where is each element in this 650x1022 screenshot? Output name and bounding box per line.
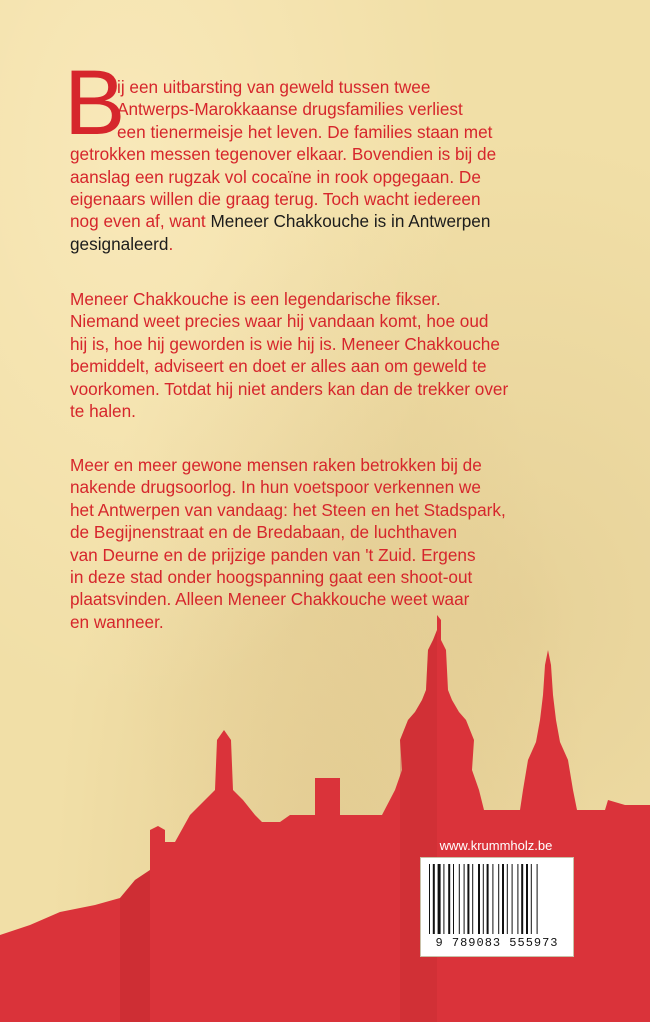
barcode-bar — [487, 864, 489, 934]
line-prefix: nog even af, want — [70, 211, 211, 232]
paragraph-line: te halen. — [70, 401, 136, 422]
line-suffix: . — [168, 233, 174, 254]
barcode-bar — [433, 864, 435, 934]
barcode-bar — [512, 864, 513, 934]
barcode-bar — [483, 864, 484, 934]
paragraph-line: de Begijnenstraat en de Bredabaan, de luchthaven — [70, 522, 458, 543]
paragraph-line — [70, 210, 590, 232]
barcode-bar — [526, 864, 528, 934]
paragraph-intro — [70, 76, 590, 255]
paragraph-setting — [70, 454, 590, 633]
drop-cap-letter: B — [64, 52, 126, 154]
barcode-bar — [438, 864, 441, 934]
barcode-bar — [517, 864, 518, 934]
paragraph-line: Meneer Chakkouche is een legendarische fikser. — [70, 289, 441, 309]
barcode-bar — [448, 864, 450, 934]
isbn-number: 9 789083 555973 — [435, 936, 559, 950]
barcode-bar — [464, 864, 465, 934]
paragraph-character — [70, 288, 590, 422]
isbn-barcode — [420, 857, 574, 957]
barcode-bar — [453, 864, 454, 934]
paragraph-line: ij een uitbarsting van geweld tussen twee — [117, 77, 431, 97]
barcode-bar — [472, 864, 473, 934]
barcode-bar — [502, 864, 504, 934]
paragraph-line: getrokken messen tegenover elkaar. Bovendien is bij de — [70, 144, 497, 165]
paragraph-line: in deze stad onder hoogspanning gaat een shoot-out — [70, 567, 473, 588]
paragraph-line: Antwerps-Marokkaanse drugsfamilies verliest — [117, 99, 463, 120]
paragraph-line: eigenaars willen die graag terug. Toch wacht iedereen — [70, 189, 481, 210]
highlighted-phrase: Meneer Chakkouche is in Antwerpen — [210, 211, 491, 232]
paragraph-line: het Antwerpen van vandaag: het Steen en het Stadspark, — [70, 499, 506, 520]
paragraph-line: plaatsvinden. Alleen Meneer Chakkouche weet waar — [70, 589, 470, 610]
paragraph-line: bemiddelt, adviseert en doet er alles aan om geweld te — [70, 356, 487, 377]
paragraph-line: van Deurne en de prijzige panden van 't Zuid. Ergens — [70, 544, 476, 565]
barcode-bar — [492, 864, 493, 934]
paragraph-line: nakende drugsoorlog. In hun voetspoor verkennen we — [70, 477, 481, 498]
highlighted-phrase: gesignaleerd — [70, 233, 169, 254]
paragraph-line: en wanneer. — [70, 611, 164, 632]
barcode-bar — [498, 864, 499, 934]
paragraph-line: Niemand weet precies waar hij vandaan komt, hoe oud — [70, 311, 489, 332]
barcode-bar — [459, 864, 460, 934]
barcode-bar — [429, 864, 430, 934]
barcode-bar — [537, 864, 538, 934]
paragraph-line: voorkomen. Totdat hij niet anders kan dan de trekker over — [70, 378, 509, 399]
barcode-bar — [467, 864, 469, 934]
paragraph-line: hij is, hoe hij geworden is wie hij is. Meneer Chakkouche — [70, 333, 500, 354]
paragraph-line: aanslag een rugzak vol cocaïne in rook opgegaan. De — [70, 166, 481, 187]
barcode-bar — [443, 864, 444, 934]
paragraph-line: een tienermeisje het leven. De families staan met — [117, 121, 493, 142]
barcode-bars — [421, 858, 573, 938]
barcode-bar — [521, 864, 523, 934]
paragraph-line — [70, 233, 590, 255]
barcode-bar — [507, 864, 508, 934]
barcode-bar — [478, 864, 480, 934]
publisher-website: www.krummholz.be — [439, 838, 553, 853]
paragraph-line: Meer en meer gewone mensen raken betrokken bij de — [70, 455, 482, 475]
barcode-bar — [531, 864, 532, 934]
